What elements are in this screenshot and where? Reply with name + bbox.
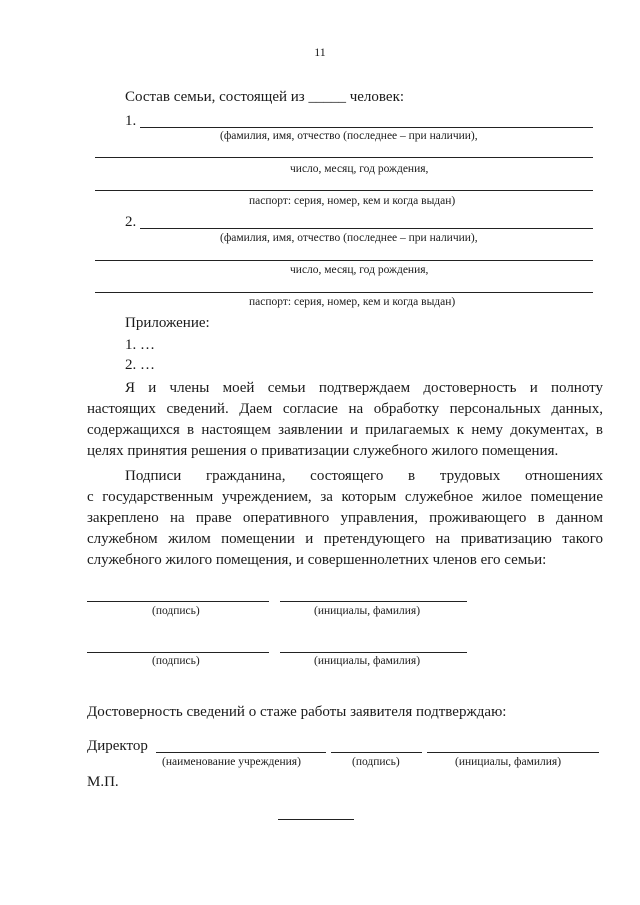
signature-caption: (подпись) <box>152 605 200 617</box>
signature-line <box>87 652 269 653</box>
director-org-line <box>156 752 326 753</box>
member-birth-line <box>95 260 593 261</box>
initials-line <box>280 652 467 653</box>
member-birth-line <box>95 157 593 158</box>
signature-line <box>87 601 269 602</box>
appendix-title: Приложение: <box>125 315 210 331</box>
member-birth-caption: число, месяц, год рождения, <box>290 264 429 276</box>
employment-confirmation: Достоверность сведений о стаже работы заявителя подтверждаю: <box>87 704 507 720</box>
director-initials-line <box>427 752 599 753</box>
member-passport-caption: паспорт: серия, номер, кем и когда выдан) <box>249 296 456 308</box>
consent-line: настоящих сведений. Даем согласие на обработку персональных данных, <box>87 401 603 417</box>
member-name-caption: (фамилия, имя, отчество (последнее – при наличии), <box>220 232 478 244</box>
signatures-intro-line: служебном жилом помещении и претендующего на приватизацию такого <box>87 531 603 547</box>
consent-line: Я и члены моей семьи подтверждаем достоверность и полноту <box>125 380 603 396</box>
page-number: 11 <box>314 45 326 59</box>
closing-rule <box>278 819 354 820</box>
member-birth-caption: число, месяц, год рождения, <box>290 163 429 175</box>
family-label-suffix: человек: <box>349 89 405 105</box>
initials-line <box>280 601 467 602</box>
family-composition-line <box>125 90 404 105</box>
stamp-label: М.П. <box>87 774 119 790</box>
director-signature-caption: (подпись) <box>352 756 400 768</box>
member-passport-line <box>95 190 593 191</box>
signatures-intro-line: с государственным учреждением, за которым служебное жилое помещение <box>87 489 603 505</box>
family-label: Состав семьи, состоящей из <box>125 89 305 105</box>
signatures-intro-line: служебного жилого помещения, и совершеннолетних членов его семьи: <box>87 552 547 568</box>
consent-line: содержащихся в настоящем заявлении и прилагаемых к нему документах, в <box>87 422 603 438</box>
member-passport-caption: паспорт: серия, номер, кем и когда выдан) <box>249 195 456 207</box>
director-org-caption: (наименование учреждения) <box>162 756 301 768</box>
initials-caption: (инициалы, фамилия) <box>314 605 421 617</box>
member-passport-line <box>95 292 593 293</box>
appendix-item: 1. … <box>125 337 155 353</box>
signatures-intro-line: Подписи гражданина, состоящего в трудовых отношениях <box>125 468 603 484</box>
family-count-blank: _____ <box>308 89 346 105</box>
consent-line: целях принятия решения о приватизации служебного жилого помещения. <box>87 443 559 459</box>
director-initials-caption: (инициалы, фамилия) <box>455 756 562 768</box>
signatures-intro-line: закреплено на праве оперативного управления, проживающего в данном <box>87 510 603 526</box>
director-signature-line <box>331 752 422 753</box>
member-name-caption: (фамилия, имя, отчество (последнее – при наличии), <box>220 130 478 142</box>
initials-caption: (инициалы, фамилия) <box>314 655 421 667</box>
member-name-line <box>140 127 593 128</box>
member-name-line <box>140 228 593 229</box>
signature-caption: (подпись) <box>152 655 200 667</box>
director-label: Директор <box>87 738 148 754</box>
appendix-item: 2. … <box>125 357 155 373</box>
member-number: 2. <box>125 214 137 230</box>
member-number: 1. <box>125 113 137 129</box>
